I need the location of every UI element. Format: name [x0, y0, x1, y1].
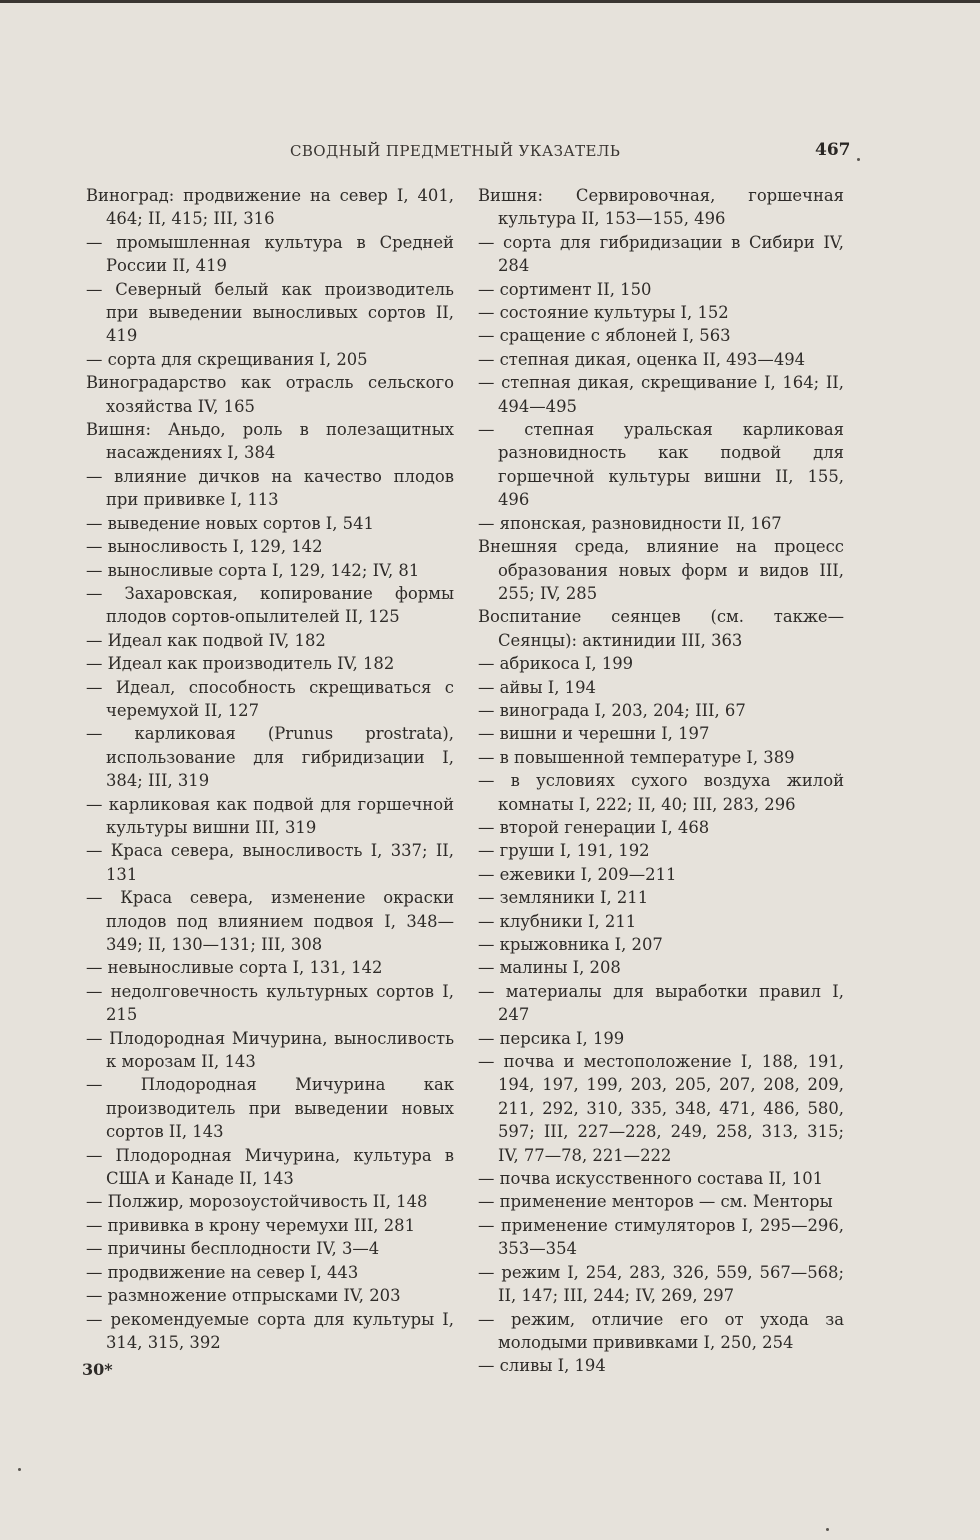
index-entry: — в условиях сухого воздуха жилой комнаты I, 222; II, 40; III, 283, 296: [478, 771, 844, 814]
index-entry: — размножение отпрысками IV, 203: [86, 1286, 401, 1306]
page-number: 467: [815, 140, 851, 160]
index-entry: — Идеал как производитель IV, 182: [86, 654, 395, 674]
index-entry: — карликовая (Prunus prostrata), использование для гибридизации I, 384; III, 319: [86, 724, 454, 791]
running-title: СВОДНЫЙ ПРЕДМЕТНЫЙ УКАЗАТЕЛЬ: [290, 142, 621, 160]
index-column-right: [478, 184, 844, 1378]
index-entry: — японская, разновидности II, 167: [478, 513, 782, 533]
index-column-left: [86, 184, 454, 1354]
index-entry: — Идеал, способность скрещиваться с черемухой II, 127: [86, 677, 454, 720]
index-entry: — материалы для выработки правил I, 247: [478, 981, 844, 1025]
index-entry: — Плодородная Мичурина как производитель при выведении новых сортов II, 143: [86, 1075, 454, 1142]
index-entry: — степная уральская карликовая разновидность как подвой для горшечной культуры вишни II, 155, 496: [478, 420, 844, 510]
index-entry: — влияние дичков на качество плодов при прививке I, 113: [86, 466, 454, 510]
index-entry: Воспитание сеянцев (см. также—Сеянцы): актинидии III, 363: [478, 607, 844, 650]
index-entry: — применение менторов — см. Менторы: [478, 1192, 833, 1212]
index-entry: — режим, отличие его от ухода за молодыми прививками I, 250, 254: [478, 1309, 844, 1352]
print-speck: [826, 1528, 829, 1531]
index-entry: — продвижение на север I, 443: [86, 1262, 359, 1282]
print-speck: [857, 158, 860, 161]
top-edge-line: [0, 0, 980, 3]
index-entry: — земляники I, 211: [478, 888, 649, 908]
index-entry: — прививка в крону черемухи III, 281: [86, 1215, 415, 1235]
index-entry: — второй генерации I, 468: [478, 817, 710, 837]
index-entry: — сливы I, 194: [478, 1356, 606, 1376]
index-entry: — рекомендуемые сорта для культуры I, 314, 315, 392: [86, 1309, 454, 1352]
index-entry: — Плодородная Мичурина, культура в США и Канаде II, 143: [86, 1145, 454, 1189]
index-entry: — винограда I, 203, 204; III, 67: [478, 700, 746, 720]
index-entry: — Идеал как подвой IV, 182: [86, 630, 326, 650]
index-entry: — почва и местоположение I, 188, 191, 194, 197, 199, 203, 205, 207, 208, 209, 211, 292, 310, 335, 348, 471, 486, 580, 597; III, 227—228, 249, 258, 313, 315; IV, 77—78, 221—222: [478, 1052, 844, 1165]
index-entry: — сорта для скрещивания I, 205: [86, 349, 368, 369]
index-entry: — карликовая как подвой для горшечной культуры вишни III, 319: [86, 794, 454, 837]
index-entry: — абрикоса I, 199: [478, 654, 634, 674]
index-entry: — состояние культуры I, 152: [478, 303, 729, 323]
index-entry: — почва искусственного состава II, 101: [478, 1169, 824, 1189]
index-entry: — Полжир, морозоустойчивость II, 148: [86, 1192, 428, 1212]
index-entry: — вишни и черешни I, 197: [478, 724, 710, 744]
running-header: [0, 142, 980, 166]
index-entry: — степная дикая, скрещивание I, 164; II, 494—495: [478, 373, 844, 416]
index-entry: — Захаровская, копирование формы плодов сортов-опылителей II, 125: [86, 583, 454, 627]
print-speck: [18, 1468, 21, 1471]
index-entry: — клубники I, 211: [478, 911, 637, 931]
index-entry: — крыжовника I, 207: [478, 935, 663, 954]
index-entry: — выносливые сорта I, 129, 142; IV, 81: [86, 560, 420, 580]
index-entry: — промышленная культура в Средней России II, 419: [86, 232, 454, 276]
index-entry: — груши I, 191, 192: [478, 841, 650, 861]
index-entry: — степная дикая, оценка II, 493—494: [478, 349, 806, 369]
signature-mark: 30*: [82, 1360, 113, 1379]
index-entry: — Северный белый как производитель при выведении выносливых сортов II, 419: [86, 279, 454, 346]
index-entry: — в повышенной температуре I, 389: [478, 747, 795, 767]
index-entry: — Краса севера, выносливость I, 337; II, 131: [86, 841, 454, 884]
index-entry: — Плодородная Мичурина, выносливость к морозам II, 143: [86, 1028, 454, 1072]
index-entry: — применение стимуляторов I, 295—296, 353—354: [478, 1215, 844, 1259]
index-entry: — сортимент II, 150: [478, 279, 652, 299]
index-entry: — сорта для гибридизации в Сибири IV, 284: [478, 232, 844, 276]
index-entry: Виноградарство как отрасль сельского хозяйства IV, 165: [86, 373, 454, 416]
index-entry: Виноград: продвижение на север I, 401, 464; II, 415; III, 316: [86, 186, 454, 229]
index-entry: — причины бесплодности IV, 3—4: [86, 1239, 380, 1259]
index-entry: — выносливость I, 129, 142: [86, 537, 323, 557]
index-entry: — режим I, 254, 283, 326, 559, 567—568; II, 147; III, 244; IV, 269, 297: [478, 1262, 844, 1306]
index-entry: — выведение новых сортов I, 541: [86, 513, 374, 533]
index-entry: — персика I, 199: [478, 1028, 625, 1048]
index-entry: — Краса севера, изменение окраски плодов под влиянием подвоя I, 348—349; II, 130—131; III, 308: [86, 888, 454, 954]
index-entry: — недолговечность культурных сортов I, 215: [86, 981, 454, 1025]
index-entry: — невыносливые сорта I, 131, 142: [86, 958, 383, 978]
index-entry: — айвы I, 194: [478, 677, 596, 697]
index-entry: — сращение с яблоней I, 563: [478, 326, 731, 346]
index-entry: Вишня: Сервировочная, горшечная культура II, 153—155, 496: [478, 186, 844, 229]
index-entry: — ежевики I, 209—211: [478, 864, 677, 884]
index-entry: Вишня: Аньдо, роль в полезащитных насаждениях I, 384: [86, 420, 454, 463]
index-entry: Внешняя среда, влияние на процесс образования новых форм и видов III, 255; IV, 285: [478, 537, 844, 603]
index-entry: — малины I, 208: [478, 958, 621, 978]
